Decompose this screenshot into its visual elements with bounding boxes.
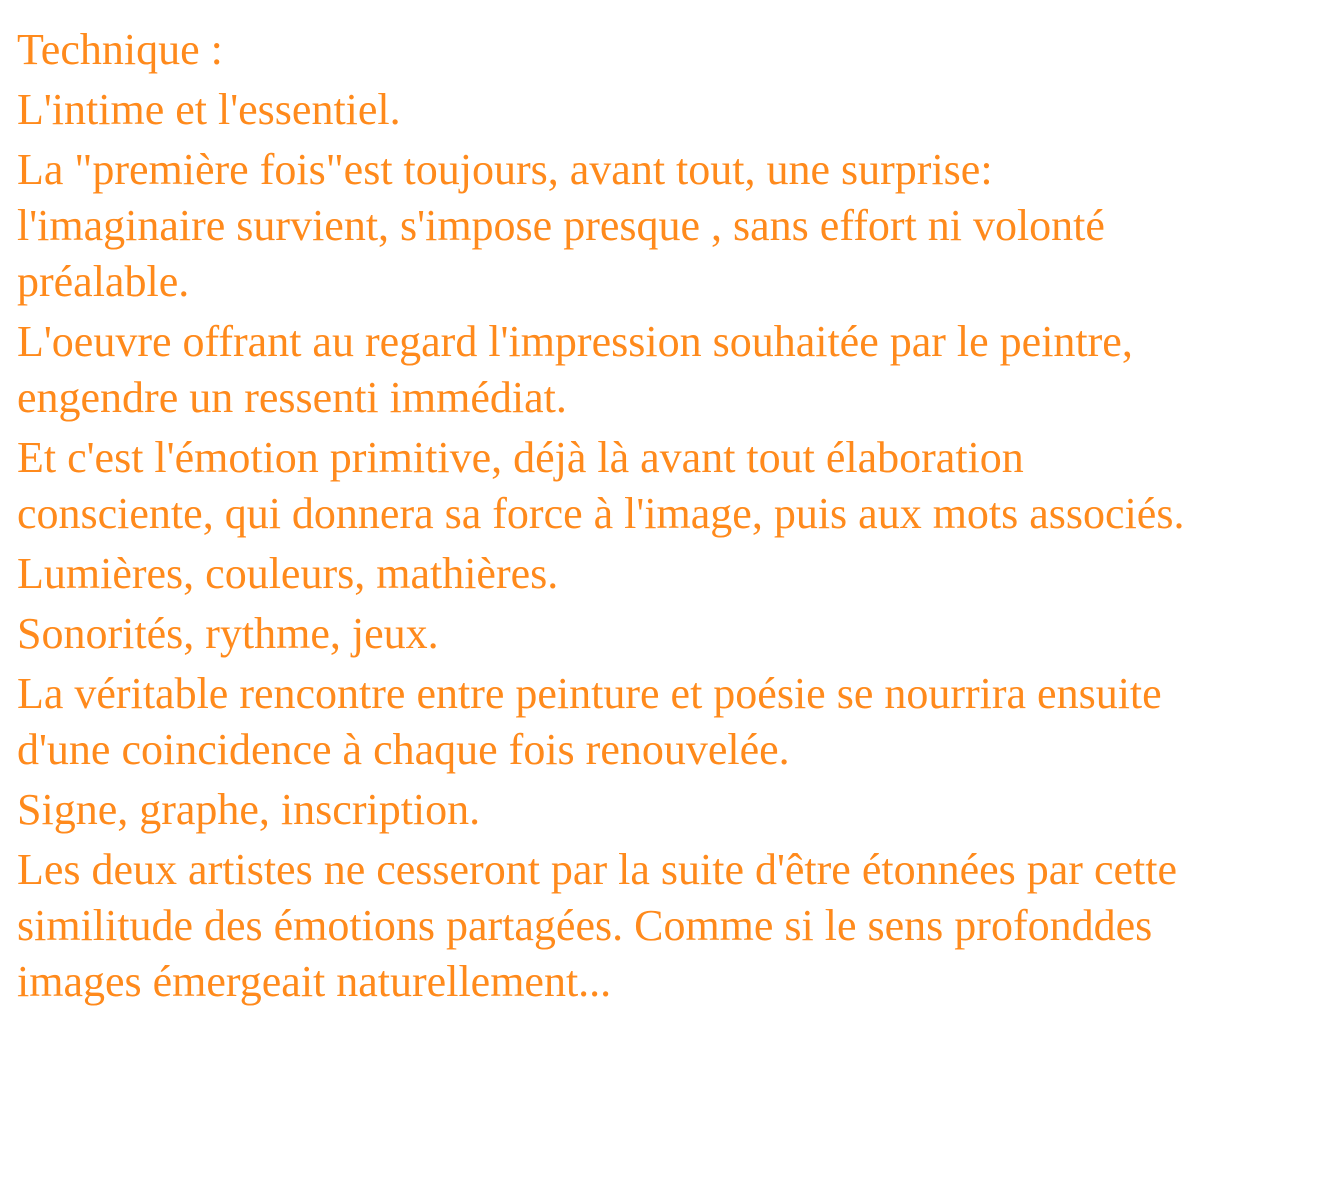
text-line: préalable. <box>17 257 190 306</box>
paragraph-sonorites <box>17 606 1307 662</box>
paragraph-oeuvre <box>17 314 1307 426</box>
text-line: L'intime et l'essentiel. <box>17 85 401 134</box>
text-line: La véritable rencontre entre peinture et poésie se nourrira ensuite <box>17 669 1162 718</box>
paragraph-artistes <box>17 842 1307 1010</box>
paragraph-signe <box>17 782 1307 838</box>
heading-technique <box>17 22 1307 78</box>
text-line: images émergeait naturellement... <box>17 957 612 1006</box>
text-line: L'oeuvre offrant au regard l'impression souhaitée par le peintre, <box>17 317 1133 366</box>
paragraph-emotion <box>17 430 1307 542</box>
paragraph-lumieres <box>17 546 1307 602</box>
text-line: engendre un ressenti immédiat. <box>17 373 567 422</box>
text-line: La "première fois"est toujours, avant tout, une surprise: <box>17 145 993 194</box>
text-line: Lumières, couleurs, mathières. <box>17 549 559 598</box>
paragraph-intime <box>17 82 1307 138</box>
text-line: similitude des émotions partagées. Comme si le sens profonddes <box>17 901 1153 950</box>
text-line: Signe, graphe, inscription. <box>17 785 481 834</box>
text-line: Et c'est l'émotion primitive, déjà là avant tout élaboration <box>17 433 1024 482</box>
text-line: consciente, qui donnera sa force à l'image, puis aux mots associés. <box>17 489 1185 538</box>
document-body <box>17 22 1307 1014</box>
text-line: Les deux artistes ne cesseront par la suite d'être étonnées par cette <box>17 845 1177 894</box>
text-line: Technique : <box>17 25 223 74</box>
text-line: d'une coincidence à chaque fois renouvelée. <box>17 725 790 774</box>
paragraph-premiere-fois <box>17 142 1307 310</box>
paragraph-rencontre <box>17 666 1307 778</box>
text-line: Sonorités, rythme, jeux. <box>17 609 439 658</box>
text-line: l'imaginaire survient, s'impose presque , sans effort ni volonté <box>17 201 1105 250</box>
